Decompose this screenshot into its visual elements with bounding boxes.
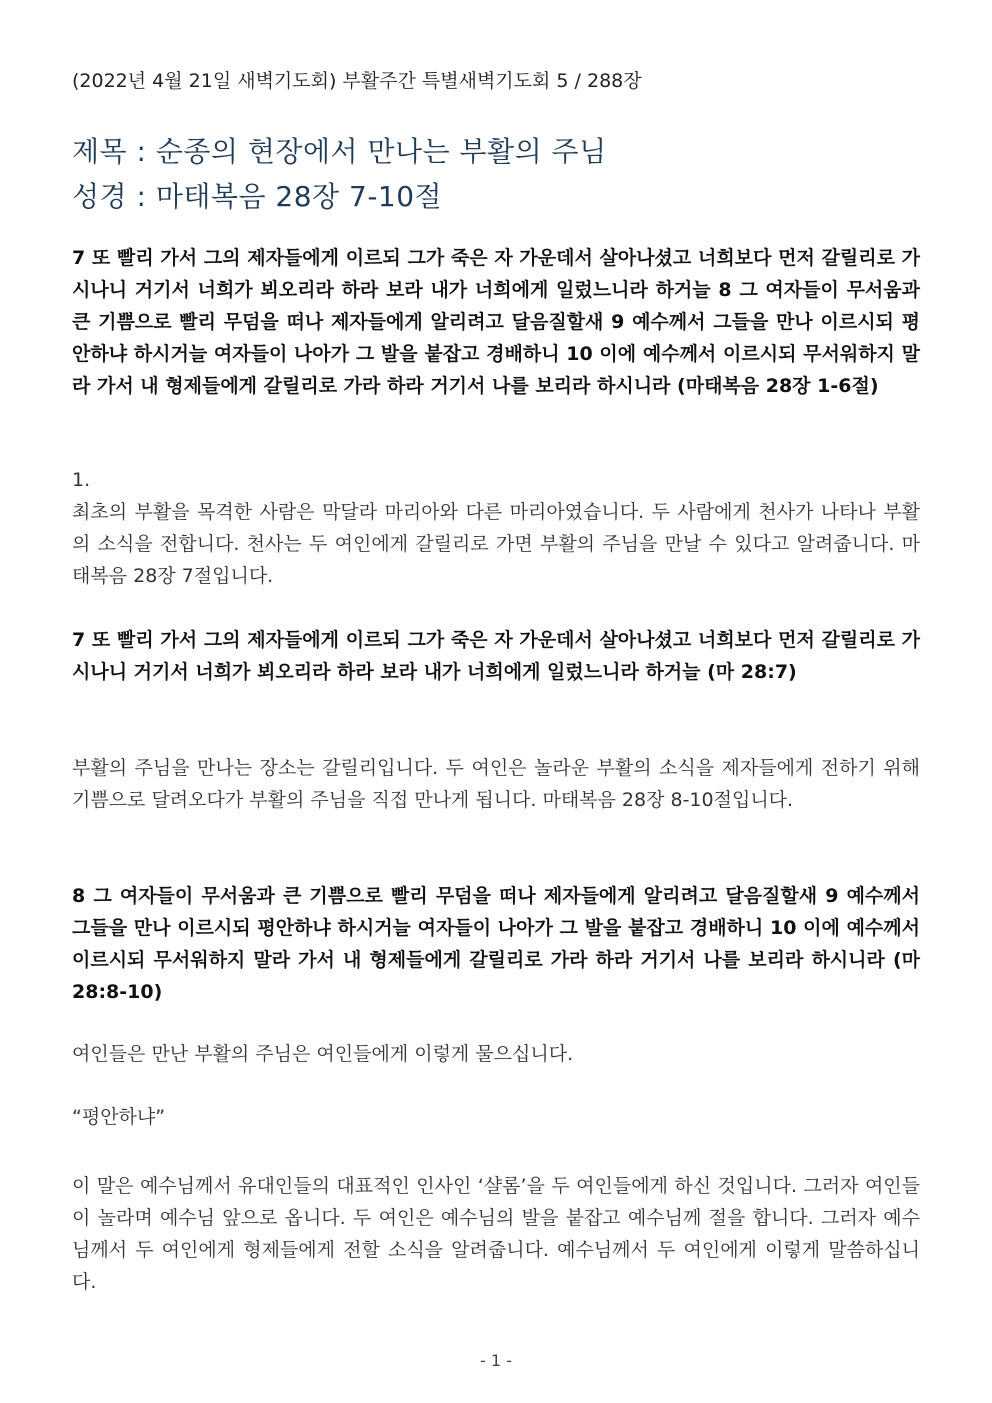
section-number: 1. — [72, 469, 91, 491]
paragraph-1: 최초의 부활을 목격한 사람은 막달라 마리아와 다른 마리아였습니다. 두 사람에게 천사가 나타나 부활의 소식을 전합니다. 천사는 두 여인에게 갈릴리로 가면 부활의 주님을 만날 수 있다고 알려줍니다. 마태복음 28장 7절입니다. — [72, 501, 920, 587]
sermon-title: 제목 : 순종의 현장에서 만나는 부활의 주님 — [72, 135, 607, 168]
paragraph-2: 부활의 주님을 만나는 장소는 갈릴리입니다. 두 여인은 놀라운 부활의 소식을 제자들에게 전하기 위해 기쁨으로 달려오다가 부활의 주님을 직접 만나게 됩니다. 마태복음 28장 8-10절입니다. — [72, 757, 920, 811]
paragraph-4: 이 말은 예수님께서 유대인들의 대표적인 인사인 ‘샬롬’을 두 여인들에게 하신 것입니다. 그러자 여인들이 놀라며 예수님 앞으로 옵니다. 두 여인은 예수님의 발을 붙잡고 예수님께 절을 합니다. 그러자 예수님께서 두 여인에게 형제들에게 전할 소식을 알려줍니다. 예수님께서 두 여인에게 이렇게 말씀하십니다. — [72, 1175, 920, 1293]
scripture-reference: 성경 : 마태복음 28장 7-10절 — [72, 180, 443, 213]
paragraph-3: 여인들은 만난 부활의 주님은 여인들에게 이렇게 물으십니다. — [72, 1043, 574, 1065]
scripture-passage-1: 7 또 빨리 가서 그의 제자들에게 이르되 그가 죽은 자 가운데서 살아나셨고 너희보다 먼저 갈릴리로 가시나니 거기서 너희가 뵈오리라 하라 보라 내가 너희에게 일렀느니라 하거늘 8 그 여자들이 무서움과 큰 기쁨으로 빨리 무덤을 떠나 제자들에게 알리려고 달음질할새 9 예수께서 그들을 만나 이르시되 평안하냐 하시거늘 여자들이 나아가 그 발을 붙잡고 경배하니 10 이에 예수께서 이르시되 무서워하지 말라 가서 내 형제들에게 갈릴리로 가라 하라 거기서 나를 보리라 하시니라 (마태복음 28장 1-6절) — [72, 247, 920, 397]
scripture-passage-2: 7 또 빨리 가서 그의 제자들에게 이르되 그가 죽은 자 가운데서 살아나셨고 너희보다 먼저 갈릴리로 가시나니 거기서 너희가 뵈오리라 하라 보라 내가 너희에게 일렀느니라 하거늘 (마 28:7) — [72, 629, 920, 683]
page-number: - 1 - — [480, 1351, 512, 1370]
greeting-quote: “평안하냐” — [72, 1106, 166, 1128]
service-header: (2022년 4월 21일 새벽기도회) 부활주간 특별새벽기도회 5 / 288장 — [72, 70, 642, 92]
scripture-passage-3: 8 그 여자들이 무서움과 큰 기쁨으로 빨리 무덤을 떠나 제자들에게 알리려고 달음질할새 9 예수께서 그들을 만나 이르시되 평안하냐 하시거늘 여자들이 나아가 그 발을 붙잡고 경배하니 10 이에 예수께서 이르시되 무서워하지 말라 가서 내 형제들에게 갈릴리로 가라 하라 거기서 나를 보리라 하시니라 (마 28:8-10) — [72, 885, 920, 1003]
